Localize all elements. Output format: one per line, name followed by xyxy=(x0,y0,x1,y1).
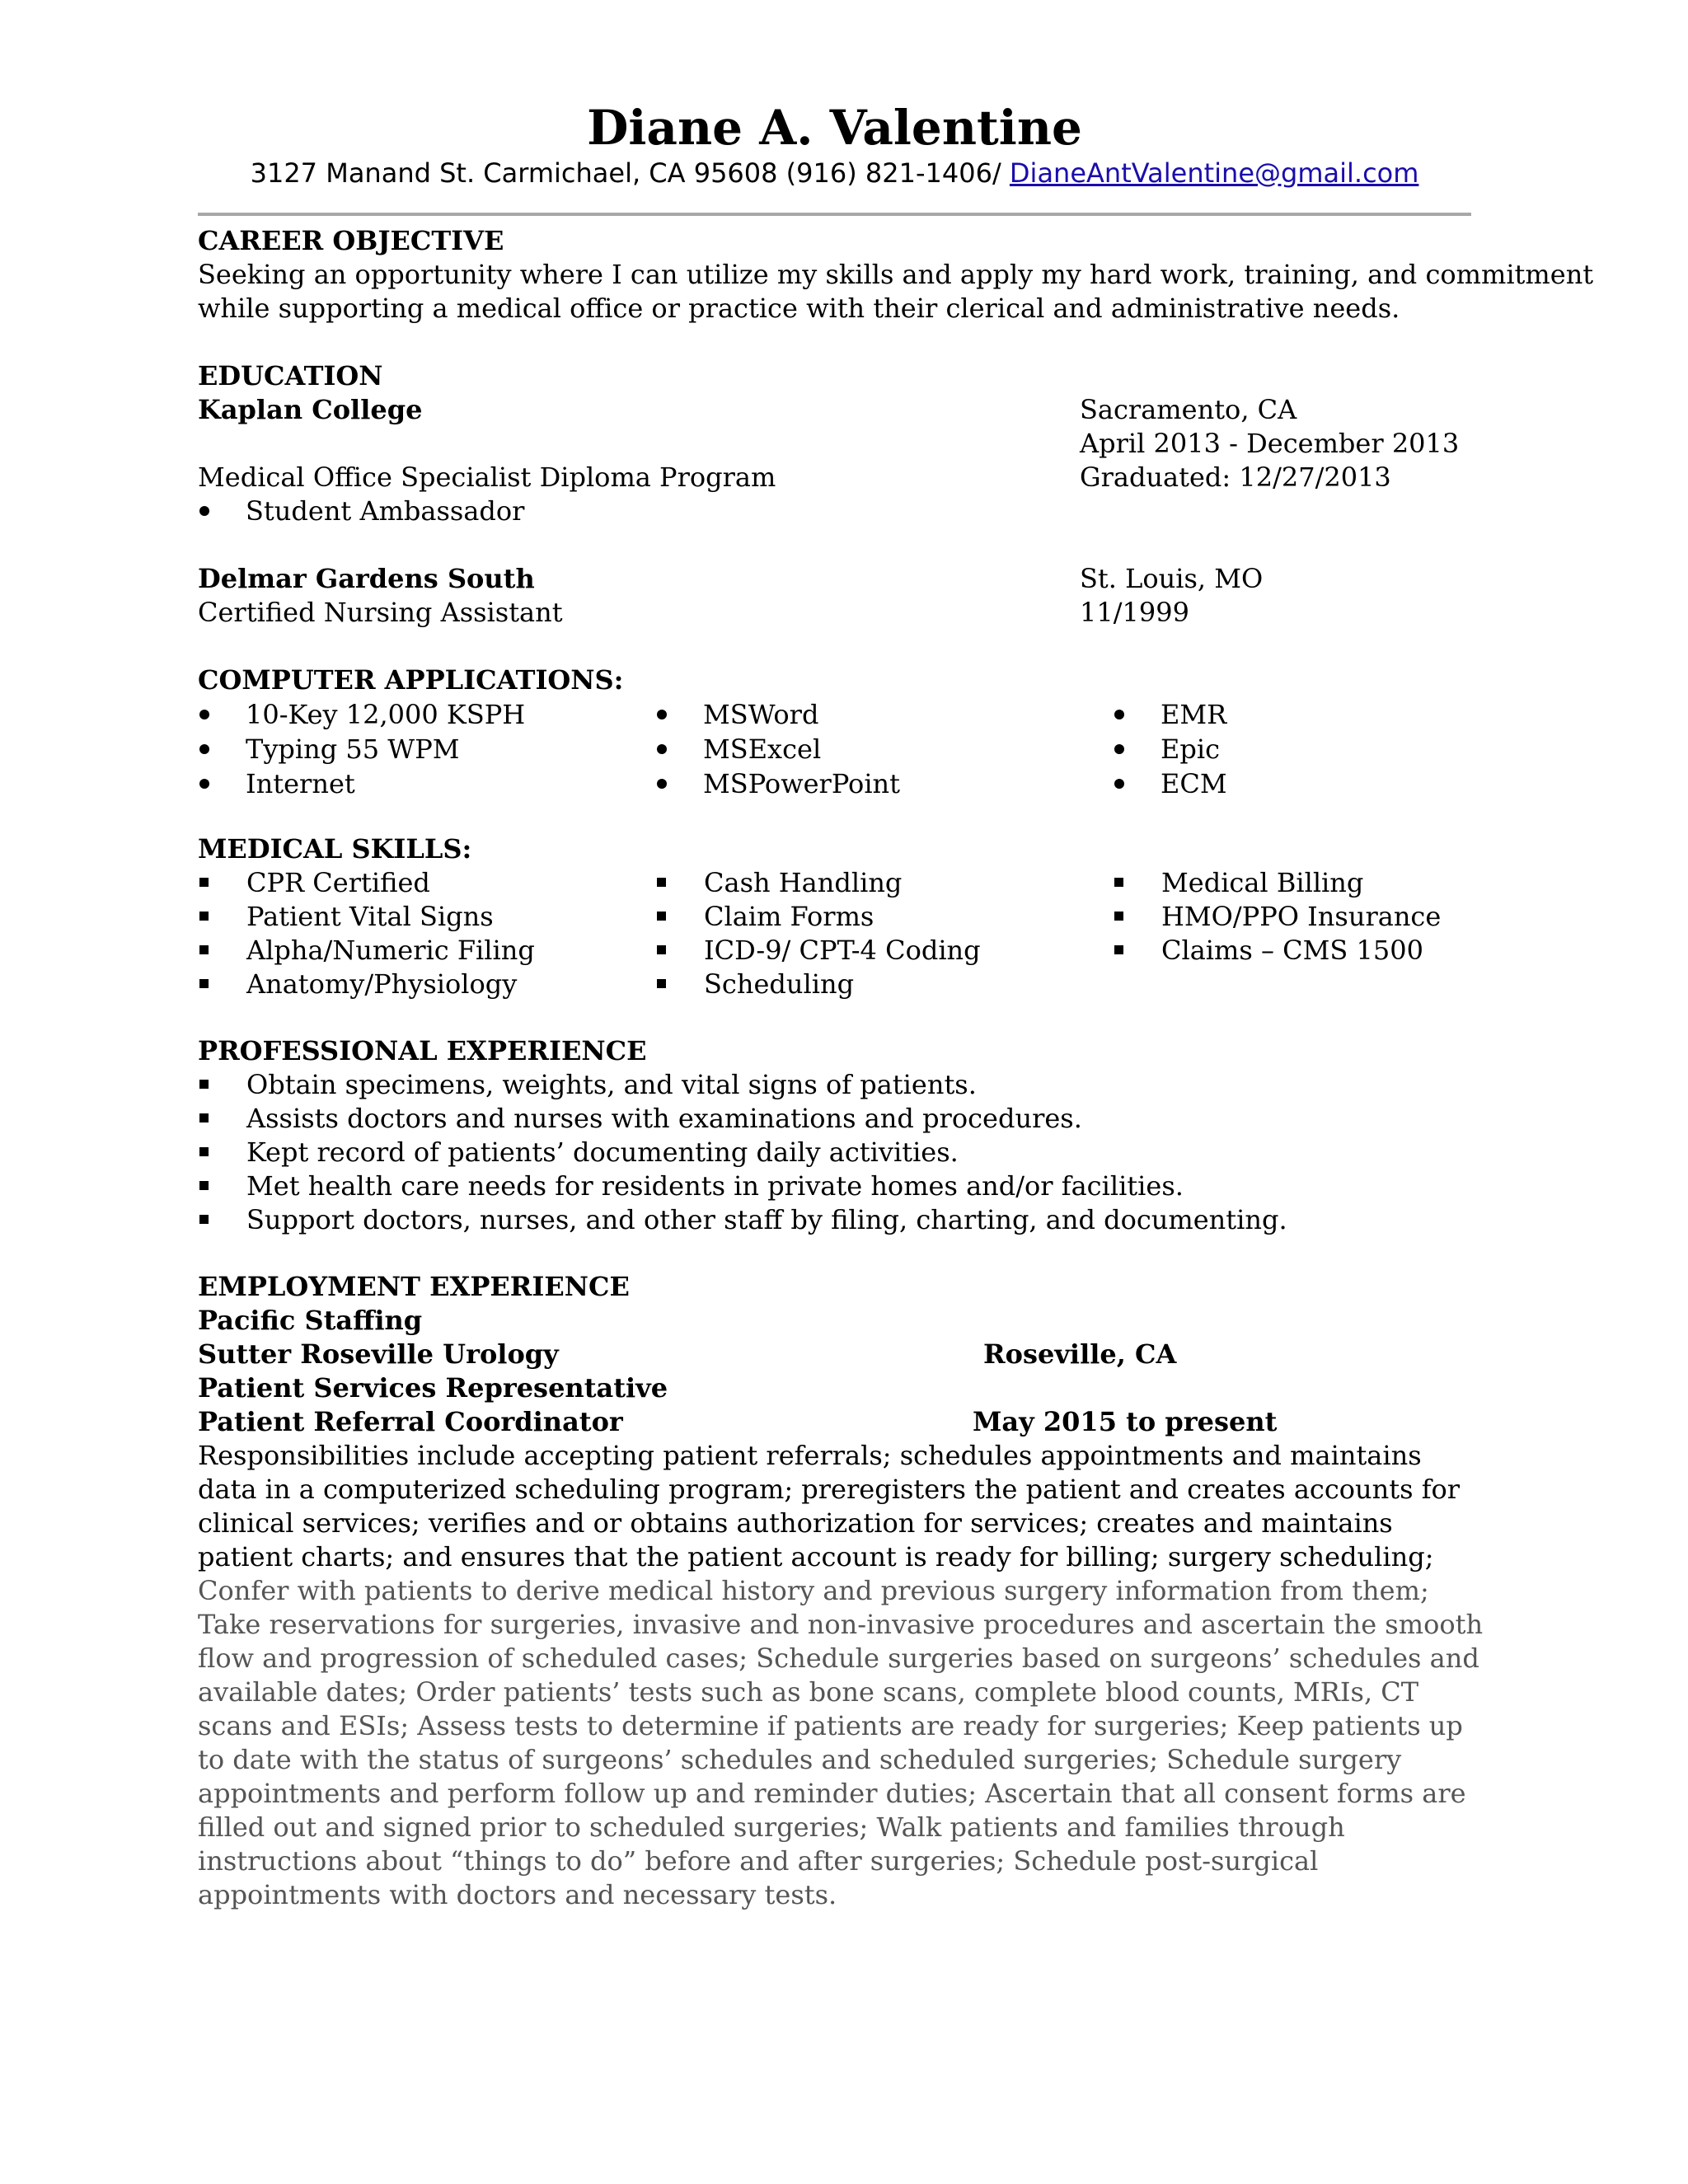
career-objective-line-2: while supporting a medical office or practice with their clerical and administrative needs. xyxy=(198,293,1400,324)
square-bullet-icon xyxy=(199,1215,209,1224)
list-item: HMO/PPO Insurance xyxy=(1114,900,1441,933)
professional-experience-heading: PROFESSIONAL EXPERIENCE xyxy=(198,1035,647,1066)
employment-experience-heading: EMPLOYMENT EXPERIENCE xyxy=(198,1271,630,1302)
job-title-2: Patient Referral Coordinator xyxy=(198,1406,623,1437)
contact-address-phone: 3127 Manand St. Carmichael, CA 95608 (916) 821-1406/ xyxy=(250,157,1010,189)
square-bullet-icon xyxy=(199,912,209,921)
bullet-icon xyxy=(1114,744,1124,754)
job-description-main: Responsibilities include accepting patient referrals; schedules appointments and maintains data in a computerized scheduling program; preregisters the patient and creates accounts for clinical services; verifies and or obtains authorization for services; creates and maintains patient charts; and ensures that the patient account is ready for billing; surgery scheduling; xyxy=(198,1440,1461,1572)
medical-skills-heading: MEDICAL SKILLS: xyxy=(198,833,472,865)
list-item: EMR xyxy=(1114,698,1226,731)
list-item: Cash Handling xyxy=(657,866,902,899)
school-program-kaplan: Medical Office Specialist Diploma Program xyxy=(198,462,776,493)
list-item: ICD-9/ CPT-4 Coding xyxy=(657,934,981,967)
bullet-icon xyxy=(1114,779,1124,789)
list-item: Alpha/Numeric Filing xyxy=(199,934,535,967)
school-location-kaplan: Sacramento, CA xyxy=(1080,394,1297,425)
bullet-icon xyxy=(199,779,209,789)
school-dates-delmar: 11/1999 xyxy=(1080,597,1189,628)
list-item: MSPowerPoint xyxy=(657,767,900,800)
list-item: Internet xyxy=(199,767,355,800)
job-dates: May 2015 to present xyxy=(973,1406,1278,1437)
employer-agency: Pacific Staffing xyxy=(198,1305,423,1336)
email-link[interactable]: DianeAntValentine@gmail.com xyxy=(1009,157,1419,189)
square-bullet-icon xyxy=(199,945,209,954)
square-bullet-icon xyxy=(1114,878,1123,887)
list-item: Anatomy/Physiology xyxy=(199,968,517,1001)
list-item: CPR Certified xyxy=(199,866,430,899)
square-bullet-icon xyxy=(199,979,209,988)
computer-applications-heading: COMPUTER APPLICATIONS: xyxy=(198,664,624,696)
list-item: Medical Billing xyxy=(1114,866,1363,899)
bullet-icon xyxy=(657,779,667,789)
list-item: MSExcel xyxy=(657,733,821,766)
job-description xyxy=(198,1439,1484,1912)
list-item: Met health care needs for residents in private homes and/or facilities. xyxy=(199,1169,1184,1202)
contact-line xyxy=(198,157,1471,190)
square-bullet-icon xyxy=(199,878,209,887)
school-program-delmar: Certified Nursing Assistant xyxy=(198,597,563,628)
career-objective-line-1: Seeking an opportunity where I can utilize my skills and apply my hard work, training, and commitment xyxy=(198,259,1594,290)
square-bullet-icon xyxy=(199,1181,209,1190)
school-dates-kaplan: April 2013 - December 2013 xyxy=(1080,428,1460,459)
bullet-icon xyxy=(199,710,209,719)
list-item: Obtain specimens, weights, and vital signs of patients. xyxy=(199,1068,977,1101)
job-title-1: Patient Services Representative xyxy=(198,1372,668,1404)
square-bullet-icon xyxy=(199,1147,209,1156)
square-bullet-icon xyxy=(657,912,666,921)
job-description-duties: Confer with patients to derive medical history and previous surgery information from them; Take reservations for surgeries, invasive and non-invasive procedures and ascertain the smooth flow and progression of scheduled cases; Schedule surgeries based on surgeons’ schedules and available dates; Order patients’ tests such as bone scans, complete blood counts, MRIs, CT scans and ESIs; Assess tests to determine if patients are ready for surgeries; Keep patients up to date with the status of surgeons’ schedules and scheduled surgeries; Schedule surgery appointments and perform follow up and reminder duties; Ascertain that all consent forms are filled out and signed prior to scheduled surgeries; Walk patients and families through instructions about “things to do” before and after surgeries; Schedule post-surgical appointments with doctors and necessary tests. xyxy=(198,1575,1484,1910)
school-name-delmar: Delmar Gardens South xyxy=(198,563,535,594)
square-bullet-icon xyxy=(199,1080,209,1089)
list-item: Patient Vital Signs xyxy=(199,900,494,933)
list-item: 10-Key 12,000 KSPH xyxy=(199,698,525,731)
list-item: MSWord xyxy=(657,698,818,731)
list-item: Typing 55 WPM xyxy=(199,733,459,766)
employer-location: Roseville, CA xyxy=(983,1338,1177,1370)
list-item: Kept record of patients’ documenting daily activities. xyxy=(199,1136,959,1169)
list-item: Student Ambassador xyxy=(199,494,524,527)
square-bullet-icon xyxy=(657,979,666,988)
bullet-icon xyxy=(657,744,667,754)
square-bullet-icon xyxy=(657,878,666,887)
bullet-icon xyxy=(199,506,209,516)
list-item: Assists doctors and nurses with examinations and procedures. xyxy=(199,1102,1082,1135)
list-item: Claims – CMS 1500 xyxy=(1114,934,1423,967)
list-item: Claim Forms xyxy=(657,900,874,933)
list-item: Support doctors, nurses, and other staff by filing, charting, and documenting. xyxy=(199,1203,1287,1236)
career-objective-heading: CAREER OBJECTIVE xyxy=(198,225,504,256)
list-item: ECM xyxy=(1114,767,1227,800)
school-name-kaplan: Kaplan College xyxy=(198,394,423,425)
list-item: Scheduling xyxy=(657,968,854,1001)
bullet-icon xyxy=(657,710,667,719)
education-heading: EDUCATION xyxy=(198,360,383,391)
employer-name: Sutter Roseville Urology xyxy=(198,1338,559,1370)
square-bullet-icon xyxy=(1114,945,1123,954)
school-graduated-kaplan: Graduated: 12/27/2013 xyxy=(1080,462,1391,493)
square-bullet-icon xyxy=(657,945,666,954)
square-bullet-icon xyxy=(1114,912,1123,921)
bullet-icon xyxy=(199,744,209,754)
header-divider xyxy=(198,213,1471,216)
school-location-delmar: St. Louis, MO xyxy=(1080,563,1264,594)
bullet-icon xyxy=(1114,710,1124,719)
candidate-name: Diane A. Valentine xyxy=(587,100,1082,156)
list-item: Epic xyxy=(1114,733,1220,766)
square-bullet-icon xyxy=(199,1113,209,1122)
